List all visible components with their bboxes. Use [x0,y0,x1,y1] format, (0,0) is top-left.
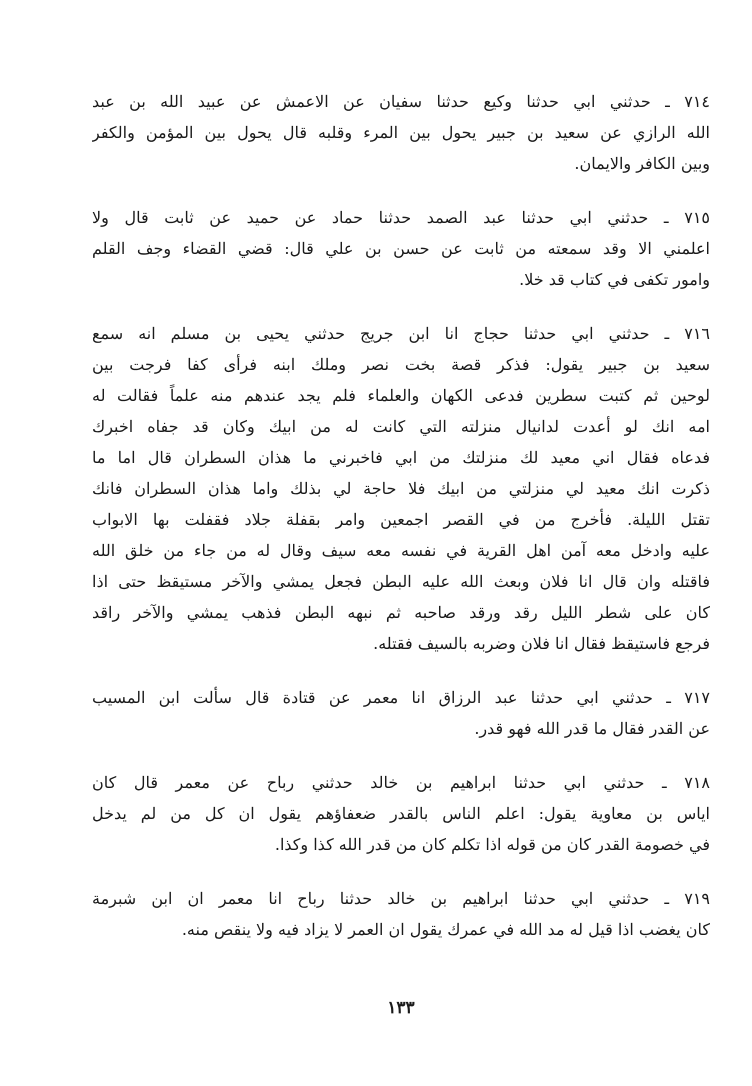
text-line: ٧١٨ ـ حدثني ابي حدثنا ابراهيم بن خالد حدثني رباح عن معمر قال كان [92,773,710,792]
page-number: ١٣٣ [387,998,415,1018]
text-line: وامور تكفى في كتاب قد خلا. [519,270,710,289]
text-line: كان على شطر الليل رقد ورقد صاحبه ثم نبهه البطن فذهب يمشي والآخر راقد [92,603,710,622]
text-line: تقتل الليلة. فأخرج من في القصر اجمعين وامر بقفلة جلاد فقفلت بها الابواب [92,510,710,529]
text-line: فدعاه فقال اني معيد لك منزلتك من ابي فاخبرني ما هذان السطران قال اما ما [92,448,710,467]
text-line: اياس بن معاوية يقول: اعلم الناس بالقدر ضعفاؤهم يقول ان كل من لم يدخل [92,804,710,823]
text-line: لوحين ثم كتبت سطرين فدعى الكهان والعلماء فلم يجد عندهم منه علماً فقالت له [92,386,710,405]
text-line: ٧١٦ ـ حدثني ابي حدثنا حجاج انا ابن جريج حدثني يحيى بن مسلم انه سمع [92,324,710,343]
paragraph-list [92,86,710,945]
text-line: ٧١٩ ـ حدثني ابي حدثنا ابراهيم بن خالد حدثنا رباح انا معمر ان ابن شبرمة [92,889,710,908]
text-line: فاقتله وان قال انا فلان وبعث الله عليه البطن فجعل يمشي والآخر مستيقظ حتى اذا [92,572,710,591]
hadith-paragraph [92,318,710,659]
hadith-paragraph [92,682,710,744]
text-line: ٧١٧ ـ حدثني ابي حدثنا عبد الرزاق انا معمر عن قتادة قال سألت ابن المسيب [92,688,710,707]
text-line: عن القدر فقال ما قدر الله فهو قدر. [474,719,710,738]
text-line: وبين الكافر والايمان. [574,154,710,173]
text-line: عليه وادخل معه آمن اهل القرية في نفسه معه سيف وقال له من جاء من خلق الله [92,541,710,560]
text-line: فرجع فاستيقظ فقال انا فلان وضربه بالسيف فقتله. [373,634,710,653]
text-line: ٧١٥ ـ حدثني ابي حدثنا عبد الصمد حدثنا حماد عن حميد عن ثابت قال ولا [92,208,710,227]
text-line: اعلمني الا وقد سمعته من ثابت عن حسن بن علي قال: قضي القضاء وجف القلم [92,239,710,258]
text-line: الله الرازي عن سعيد بن جبير يحول بين المرء وقلبه قال يحول بين المؤمن والكفر [92,123,710,142]
text-line: في خصومة القدر كان من قوله اذا تكلم كان من قدر الله كذا وكذا. [274,835,710,854]
book-page [92,86,710,1046]
text-line: ذكرت انك معيد لي منزلتي من ابيك فلا حاجة لي بذلك واما هذان السطران فانك [92,479,710,498]
hadith-paragraph [92,202,710,295]
hadith-paragraph [92,767,710,860]
text-line: سعيد بن جبير يقول: فذكر قصة بخت نصر وملك ابنه فرأى كفا فرجت بين [92,355,710,374]
text-line: ٧١٤ ـ حدثني ابي حدثنا وكيع حدثنا سفيان عن الاعمش عن عبيد الله بن عبد [92,92,710,111]
text-line: كان يغضب اذا قيل له مد الله في عمرك يقول ان العمر لا يزاد فيه ولا ينقص منه. [181,920,710,939]
hadith-paragraph [92,883,710,945]
hadith-paragraph [92,86,710,179]
text-line: امه انك لو أعدت لدانيال منزلته التي كانت له من ابيك وكان قد جفاه اخبرك [92,417,710,436]
